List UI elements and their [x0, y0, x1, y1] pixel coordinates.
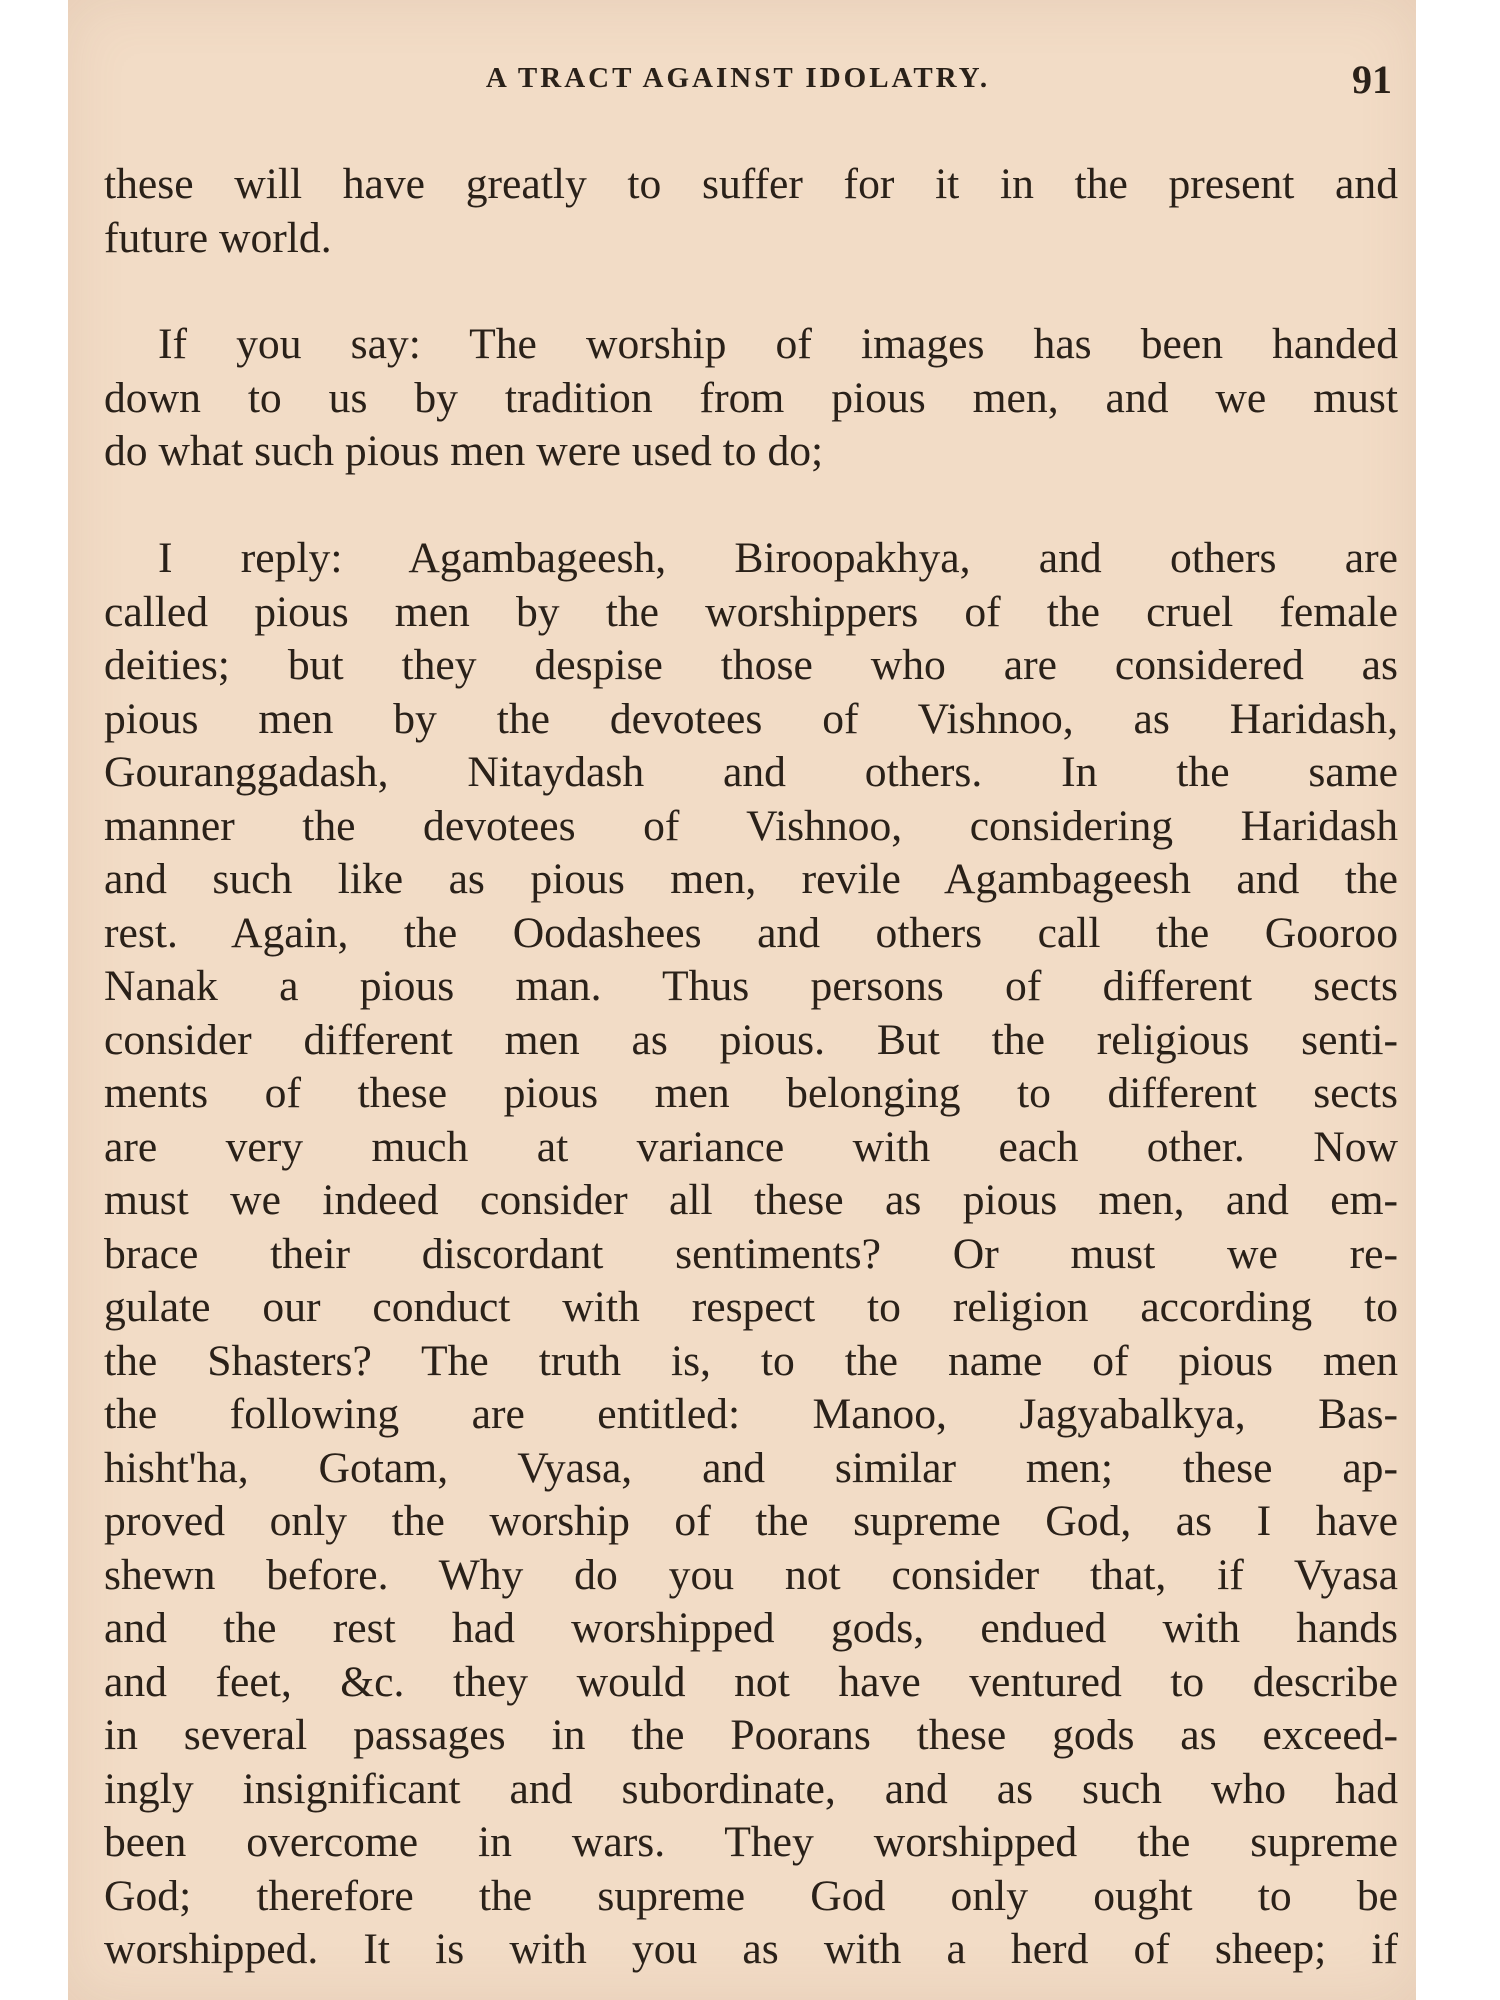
text-line: Gouranggadash, Nitaydash and others. In the same [104, 748, 1398, 796]
running-head [68, 57, 1416, 102]
text-line: manner the devotees of Vishnoo, considering Haridash [104, 801, 1398, 850]
text-line: hisht'ha, Gotam, Vyasa, and similar men; these ap- [104, 1443, 1398, 1492]
text-line: do what such pious men were used to do; [104, 427, 824, 475]
text-line: are very much at variance with each other. Now [104, 1122, 1398, 1171]
text-line: deities; but they despise those who are considered as [104, 641, 1398, 689]
text-line: pious men by the devotees of Vishnoo, as Haridash, [104, 694, 1398, 743]
book-page [68, 0, 1416, 2000]
text-line: God; therefore the supreme God only ought to be [104, 1871, 1398, 1920]
text-line: called pious men by the worshippers of the cruel female [104, 587, 1398, 636]
text-line: rest. Again, the Oodashees and others call the Gooroo [104, 908, 1398, 957]
text-line: If you say: The worship of images has been handed [158, 320, 1398, 368]
text-line: Nanak a pious man. Thus persons of different sects [104, 962, 1398, 1010]
text-line: the following are entitled: Manoo, Jagyabalkya, Bas- [104, 1390, 1398, 1438]
text-line: the Shasters? The truth is, to the name of pious men [104, 1336, 1398, 1385]
page-number: 91 [1352, 57, 1392, 102]
text-line: been overcome in wars. They worshipped the supreme [104, 1818, 1398, 1866]
text-line: future world. [104, 213, 332, 262]
text-line: must we indeed consider all these as pious men, and em- [104, 1176, 1398, 1224]
text-line: down to us by tradition from pious men, and we must [104, 373, 1398, 422]
paragraph-3 [104, 532, 1398, 1977]
text-line: ments of these pious men belonging to different sects [104, 1069, 1398, 1117]
text-line: gulate our conduct with respect to religion according to [104, 1283, 1398, 1331]
text-line: proved only the worship of the supreme God, as I have [104, 1497, 1398, 1545]
paragraph-1 [104, 158, 1398, 265]
paragraph-2 [104, 318, 1398, 479]
text-line: consider different men as pious. But the religious senti- [104, 1015, 1398, 1064]
running-head-title: A TRACT AGAINST IDOLATRY. [485, 62, 991, 94]
text-line: and the rest had worshipped gods, endued with hands [104, 1604, 1398, 1652]
text-line: worshipped. It is with you as with a herd of sheep; if [104, 1925, 1398, 1973]
text-line: ingly insignificant and subordinate, and as such who had [104, 1764, 1398, 1813]
text-line: and such like as pious men, revile Agambageesh and the [104, 855, 1398, 903]
text-line: and feet, &c. they would not have ventured to describe [104, 1657, 1398, 1706]
text-line: I reply: Agambageesh, Biroopakhya, and others are [158, 534, 1398, 582]
text-line: shewn before. Why do you not consider that, if Vyasa [104, 1550, 1398, 1599]
text-line: these will have greatly to suffer for it in the present and [104, 160, 1398, 208]
text-line: brace their discordant sentiments? Or must we re- [104, 1229, 1398, 1278]
text-line: in several passages in the Poorans these gods as exceed- [104, 1711, 1398, 1759]
